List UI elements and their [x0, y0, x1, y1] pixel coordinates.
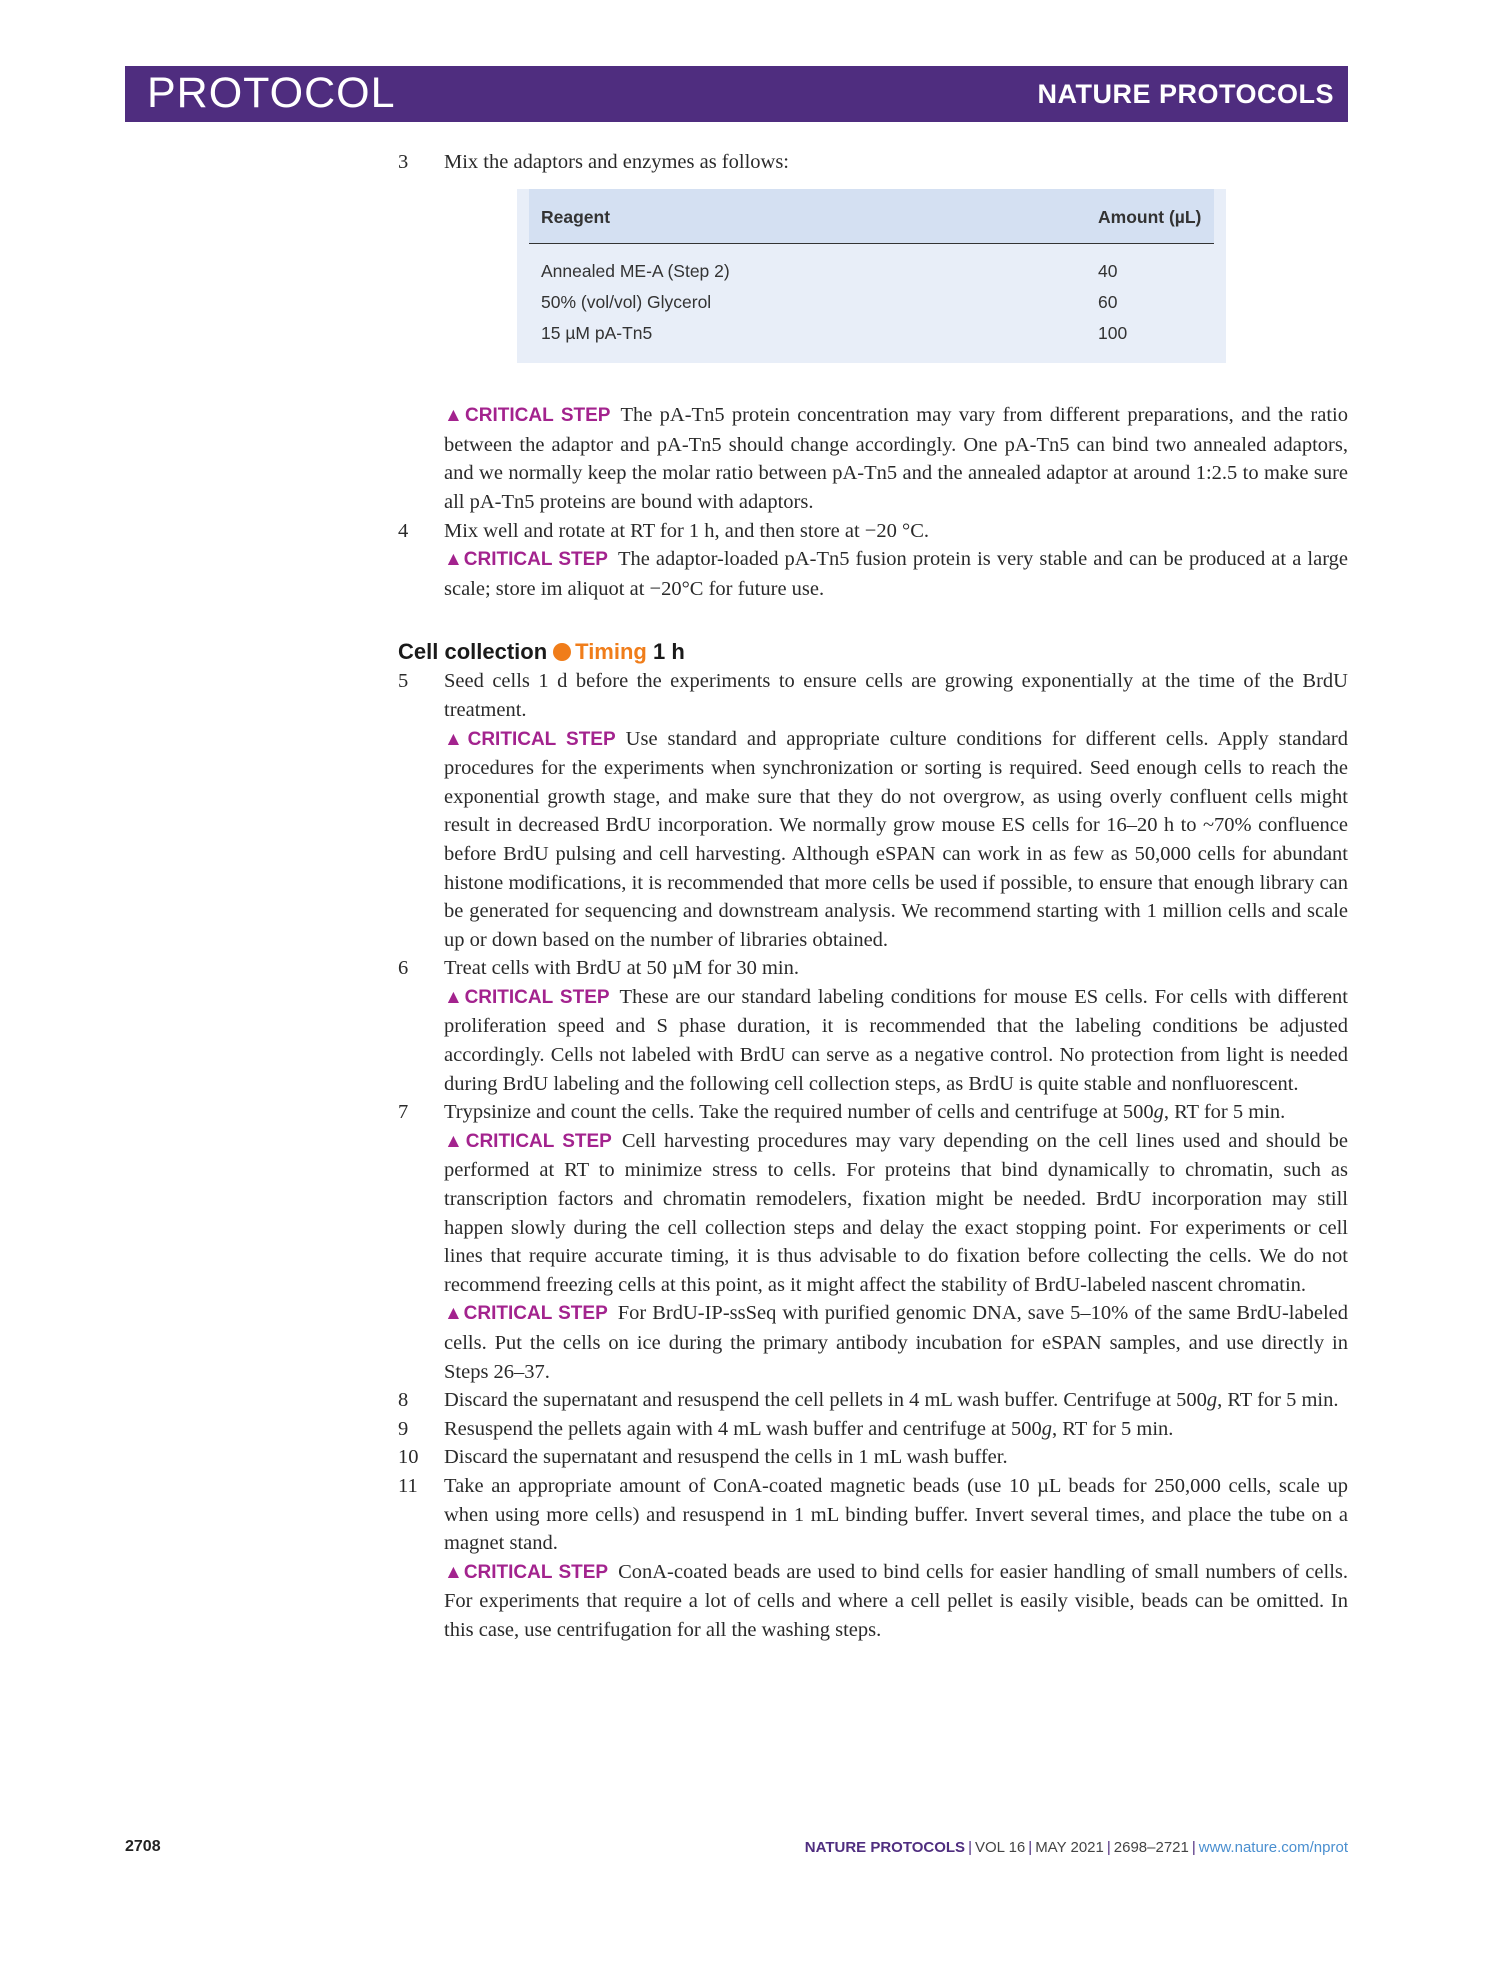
critical-step-label: ▲CRITICAL STEP — [444, 728, 616, 750]
step-number: 7 — [398, 1101, 409, 1124]
critical-step-text: ConA-coated beads are used to bind cells for easier handling of small numbers of cells. For experiments that require a lot of cells and where a cell pellet is easily visible, beads can be omitted. In this case, use centrifugation for all the washing steps. — [444, 1560, 1348, 1641]
step-text: Take an appropriate amount of ConA-coated magnetic beads (use 10 µL beads for 250,000 cells, scale up when using more cells) and resuspend in 1 mL binding buffer. Invert several times, and place the tube on a magnet stand. — [444, 1474, 1348, 1555]
critical-step — [444, 725, 1348, 955]
critical-step-text: The pA-Tn5 protein concentration may vary from different preparations, and the ratio between the adaptor and pA-Tn5 should change accordingly. One pA-Tn5 can bind two annealed adaptors, and we normally keep the molar ratio between pA-Tn5 and the annealed adaptor at around 1:2.5 to make sure all pA-Tn5 proteins are bound with adaptors. — [444, 404, 1348, 513]
step-text: Discard the supernatant and resuspend the cells in 1 mL wash buffer. — [444, 1446, 1008, 1469]
step-number: 11 — [398, 1474, 418, 1497]
table-cell: 50% (vol/vol) Glycerol — [541, 292, 712, 313]
column-header-amount: Amount (µL) — [1084, 189, 1214, 244]
page-number: 2708 — [125, 1838, 161, 1855]
step-text: Trypsinize and count the cells. Take the required number of cells and centrifuge at 500g, RT for 5 min. — [444, 1101, 1286, 1124]
timing-value: 1 h — [653, 639, 685, 665]
section-title: Cell collection — [398, 639, 548, 665]
step-4 — [398, 517, 1348, 604]
step-text: Seed cells 1 d before the experiments to ensure cells are growing exponentially at the time of the BrdU treatment. — [444, 670, 1348, 721]
step-text: Mix well and rotate at RT for 1 h, and then store at −20 °C. — [444, 519, 929, 542]
step-11 — [398, 1472, 1348, 1645]
step-number: 8 — [398, 1389, 409, 1412]
step-9 — [398, 1415, 1348, 1444]
table-cell: Annealed ME-A (Step 2) — [541, 261, 730, 282]
footer-journal: NATURE PROTOCOLS — [804, 1839, 966, 1856]
critical-step — [444, 545, 1348, 603]
section-heading — [398, 637, 1348, 667]
critical-step-text: For BrdU-IP-ssSeq with purified genomic DNA, save 5–10% of the same BrdU-labeled cells. Put the cells on ice during the primary antibody incubation for eSPAN samples, and use directly in Steps 26–37. — [444, 1302, 1348, 1383]
footer-url[interactable]: www.nature.com/nprot — [1198, 1839, 1348, 1856]
step-number: 10 — [398, 1446, 419, 1469]
reagent-table — [517, 189, 1226, 364]
footer-date: MAY 2021 — [1035, 1839, 1104, 1856]
critical-step-text: These are our standard labeling conditions for mouse ES cells. For cells with different proliferation speed and S phase duration, it is recommended that the labeling conditions be adjusted accordingly. Cells not labeled with BrdU can serve as a negative control. No protection from light is needed during BrdU labeling and the following cell collection steps, as BrdU is quite stable and nonfluorescent. — [444, 985, 1348, 1095]
timing-label: Timing — [575, 639, 647, 665]
step-5 — [398, 667, 1348, 954]
step-text: Mix the adaptors and enzymes as follows: — [444, 151, 790, 173]
step-number: 5 — [398, 670, 409, 693]
header-banner — [125, 66, 1348, 122]
table-cell: 100 — [1098, 323, 1128, 344]
critical-step — [444, 1299, 1348, 1386]
footer-volume: VOL 16 — [974, 1839, 1026, 1856]
column-header-reagent: Reagent — [529, 189, 1084, 244]
step-text: Resuspend the pellets again with 4 mL wash buffer and centrifuge at 500g, RT for 5 min. — [444, 1417, 1174, 1440]
critical-step — [444, 1127, 1348, 1300]
critical-step-label: ▲CRITICAL STEP — [444, 1561, 609, 1583]
step-3 — [398, 148, 1348, 517]
table-cell: 40 — [1098, 261, 1118, 282]
footer-pages: 2698–2721 — [1113, 1839, 1189, 1856]
step-number: 3 — [398, 151, 409, 173]
footer-citation: NATURE PROTOCOLS | VOL 16 | MAY 2021 | 2698–2721 | www.nature.com/nprot — [804, 1839, 1348, 1856]
timing-dot-icon — [553, 643, 571, 661]
table-row — [529, 318, 1214, 349]
table-row — [529, 244, 1214, 288]
step-10 — [398, 1443, 1348, 1472]
critical-step-text: Cell harvesting procedures may vary depending on the cell lines used and should be performed at RT to minimize stress to cells. For proteins that bind dynamically to chromatin, such as transcription factors and chromatin remodelers, fixation might be needed. BrdU incorporation may still happen slowly during the cell collection steps and delay the exact stopping point. For experiments or cell lines that require accurate timing, it is thus advisable to do fixation before collecting the cells. We do not recommend freezing cells at this point, as it might affect the stability of BrdU-labeled nascent chromatin. — [444, 1129, 1348, 1296]
critical-step-label: ▲CRITICAL STEP — [444, 1130, 612, 1152]
step-text: Discard the supernatant and resuspend the cell pellets in 4 mL wash buffer. Centrifuge at 500g, RT for 5 min. — [444, 1389, 1339, 1412]
critical-step-label: ▲CRITICAL STEP — [444, 549, 608, 571]
step-8 — [398, 1386, 1348, 1415]
table-row — [529, 287, 1214, 318]
journal-label: NATURE PROTOCOLS — [1037, 79, 1334, 109]
step-number: 4 — [398, 519, 409, 542]
critical-step-label: ▲CRITICAL STEP — [444, 986, 610, 1008]
section-label: PROTOCOL — [147, 69, 396, 117]
critical-step — [444, 401, 1348, 516]
main-content — [398, 148, 1348, 1645]
step-number: 9 — [398, 1417, 409, 1440]
critical-step-text: The adaptor-loaded pA-Tn5 fusion protein is very stable and can be produced at a large scale; store im aliquot at −20°C for future use. — [444, 548, 1348, 600]
critical-step-text: Use standard and appropriate culture conditions for different cells. Apply standard procedures for the experiments when synchronization or sorting is required. Seed enough cells to reach the exponential growth stage, and make sure that they do not overgrow, as using overly confluent cells might result in decreased BrdU incorporation. We normally grow mouse ES cells for 16–20 h to ~70% confluence before BrdU pulsing and cell harvesting. Although eSPAN can work in as few as 50,000 cells for abundant histone modifications, it is recommended that more cells be used if possible, to ensure that enough library can be generated for sequencing and downstream analysis. We recommend starting with 1 million cells and scale up or down based on the number of libraries obtained. — [444, 727, 1348, 951]
critical-step-label: ▲CRITICAL STEP — [444, 405, 611, 427]
step-6 — [398, 954, 1348, 1098]
table-cell: 60 — [1098, 292, 1118, 313]
critical-step-label: ▲CRITICAL STEP — [444, 1303, 608, 1325]
step-text: Treat cells with BrdU at 50 µM for 30 min. — [444, 957, 799, 980]
step-number: 6 — [398, 957, 409, 980]
step-7 — [398, 1098, 1348, 1386]
critical-step — [444, 1558, 1348, 1645]
table-cell: 15 µM pA-Tn5 — [541, 323, 653, 344]
critical-step — [444, 983, 1348, 1098]
